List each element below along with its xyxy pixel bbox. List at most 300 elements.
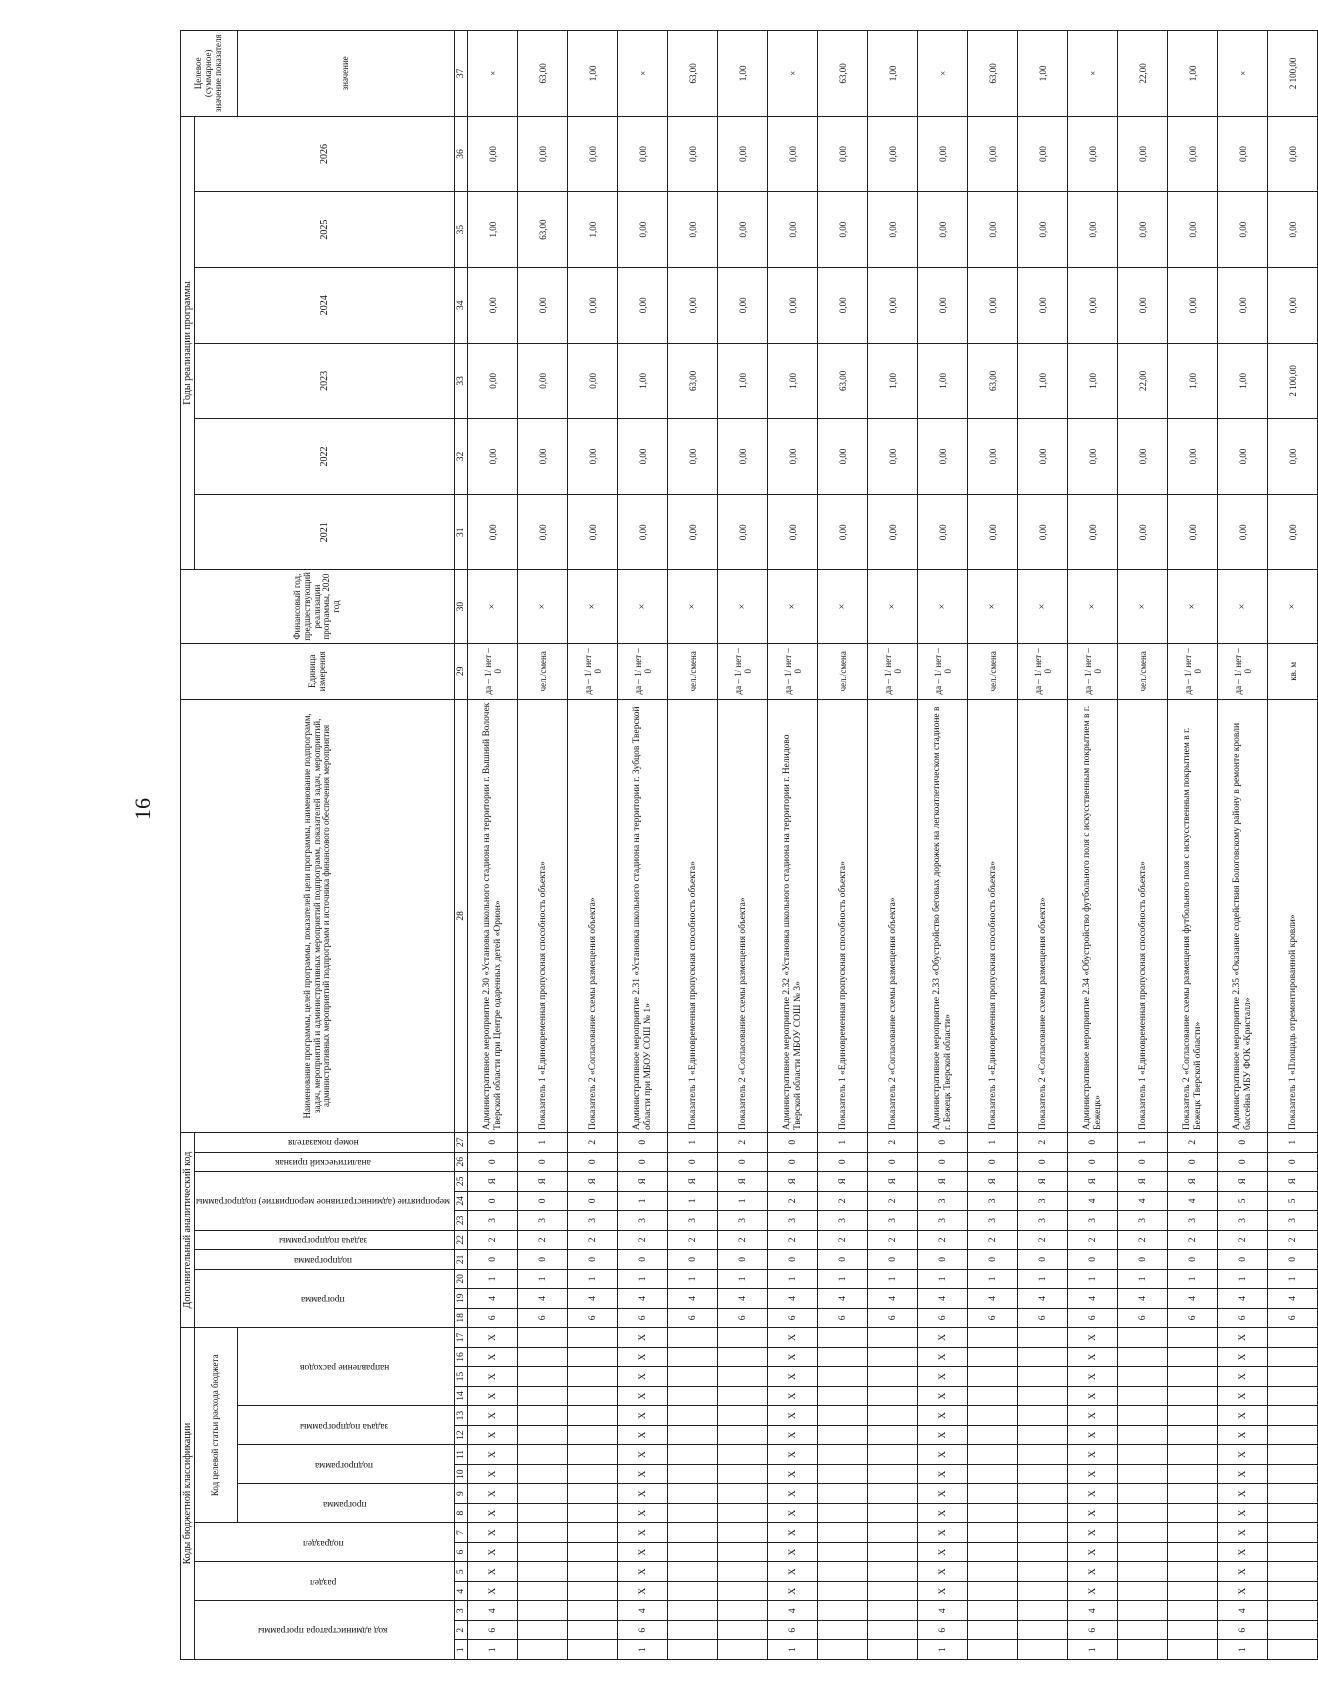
table-row	[518, 31, 568, 1660]
code-cell: 2	[768, 1230, 818, 1250]
code-cell	[1018, 1503, 1068, 1523]
code-cell: 3	[918, 1191, 968, 1211]
code-cell: 0	[718, 1250, 768, 1270]
code-cell: X	[918, 1542, 968, 1562]
code-cell: Я	[918, 1172, 968, 1192]
code-cell	[818, 1484, 868, 1504]
code-cell: X	[618, 1542, 668, 1562]
code-cell	[568, 1328, 618, 1348]
code-cell: 4	[1118, 1191, 1168, 1211]
code-cell	[718, 1542, 768, 1562]
code-cell: 0	[518, 1191, 568, 1211]
code-cell	[668, 1445, 718, 1465]
code-cell: 3	[818, 1211, 868, 1231]
analytic-code-header: Дополнительный аналитический код	[181, 1132, 195, 1327]
code-cell	[1268, 1581, 1318, 1601]
code-cell: X	[618, 1328, 668, 1348]
code-cell	[668, 1386, 718, 1406]
year-value: 0,00	[1168, 267, 1218, 343]
year-value: 0,00	[818, 267, 868, 343]
code-cell: 6	[918, 1620, 968, 1640]
code-cell	[868, 1581, 918, 1601]
code-cell	[568, 1640, 618, 1660]
code-cell: X	[618, 1523, 668, 1543]
year-header: 2023	[195, 343, 455, 419]
code-cell	[718, 1640, 768, 1660]
year-value: 1,00	[718, 343, 768, 419]
row-name: Административное мероприятие 2.33 «Обустройство беговых дорожек на легкоатлетическом стадионе в г. Бежецк Тверской области»	[918, 699, 968, 1132]
row-name: Показатель 2 «Согласование схемы размещения объекта»	[568, 699, 618, 1132]
a-programma-header	[195, 1269, 455, 1328]
code-cell	[518, 1386, 568, 1406]
code-cell: 2	[1018, 1132, 1068, 1152]
code-cell	[568, 1523, 618, 1543]
year-value: 0,00	[1218, 494, 1268, 570]
code-cell	[1268, 1347, 1318, 1367]
code-cell: 1	[768, 1269, 818, 1289]
code-cell: X	[618, 1386, 668, 1406]
code-cell: X	[1218, 1406, 1268, 1426]
year-header: 2024	[195, 267, 455, 343]
code-cell: 4	[918, 1601, 968, 1621]
row-unit: да – 1/ нет – 0	[1168, 643, 1218, 699]
code-cell: 0	[868, 1152, 918, 1172]
year-header: 2021	[195, 494, 455, 570]
code-cell	[1268, 1601, 1318, 1621]
code-cell: 1	[568, 1269, 618, 1289]
code-cell	[1018, 1406, 1068, 1426]
table-row	[618, 31, 668, 1660]
column-number: 23	[455, 1211, 468, 1231]
column-number: 24	[455, 1191, 468, 1211]
year-value: 0,00	[1168, 419, 1218, 495]
code-cell: 6	[668, 1308, 718, 1328]
year-value: 0,00	[1068, 494, 1118, 570]
row-unit: да – 1/ нет – 0	[1218, 643, 1268, 699]
value-header: значение	[237, 31, 454, 117]
year-value: 0,00	[768, 494, 818, 570]
code-cell: X	[468, 1445, 518, 1465]
code-cell: 4	[1118, 1289, 1168, 1309]
code-cell: Я	[518, 1172, 568, 1192]
code-cell: X	[918, 1425, 968, 1445]
year-value: 2 100,00	[1268, 343, 1318, 419]
column-number: 17	[455, 1328, 468, 1348]
code-cell	[968, 1445, 1018, 1465]
column-number: 8	[455, 1503, 468, 1523]
code-cell: Я	[1068, 1172, 1118, 1192]
code-cell	[1168, 1542, 1218, 1562]
year-value: 0,00	[618, 267, 668, 343]
year-value: 0,00	[768, 116, 818, 192]
year-value: 0,00	[1268, 192, 1318, 268]
table-row	[568, 31, 618, 1660]
code-cell: 6	[1018, 1308, 1068, 1328]
code-cell: 4	[1218, 1289, 1268, 1309]
code-cell: 6	[1218, 1620, 1268, 1640]
unit-header: Единица измерения	[181, 643, 455, 699]
code-cell: 2	[1118, 1230, 1168, 1250]
code-cell: 0	[968, 1152, 1018, 1172]
code-cell: 6	[868, 1308, 918, 1328]
code-cell: X	[918, 1347, 968, 1367]
code-cell: X	[618, 1581, 668, 1601]
column-number: 14	[455, 1386, 468, 1406]
table-row	[1218, 31, 1268, 1660]
code-cell	[1168, 1386, 1218, 1406]
code-cell	[518, 1406, 568, 1426]
code-cell	[1118, 1464, 1168, 1484]
code-cell: 2	[468, 1230, 518, 1250]
code-cell: 3	[1018, 1191, 1068, 1211]
column-number: 32	[455, 419, 468, 495]
year-value: 1,00	[1168, 343, 1218, 419]
code-cell: Я	[768, 1172, 818, 1192]
column-number: 5	[455, 1562, 468, 1582]
code-cell	[568, 1425, 618, 1445]
row-unit: чел./смена	[818, 643, 868, 699]
row-fin-year: ×	[1118, 570, 1168, 643]
row-unit: да – 1/ нет – 0	[868, 643, 918, 699]
year-value: 0,00	[1018, 419, 1068, 495]
code-cell: 6	[1268, 1308, 1318, 1328]
code-cell	[818, 1581, 868, 1601]
code-cell	[818, 1542, 868, 1562]
code-cell: 1	[618, 1269, 668, 1289]
year-value: 0,00	[1068, 267, 1118, 343]
code-cell	[1118, 1386, 1168, 1406]
code-cell: X	[918, 1581, 968, 1601]
code-cell: 0	[1068, 1250, 1118, 1270]
row-fin-year: ×	[1068, 570, 1118, 643]
code-cell: Я	[1018, 1172, 1068, 1192]
column-number: 35	[455, 192, 468, 268]
year-value: 0,00	[868, 267, 918, 343]
code-cell	[518, 1328, 568, 1348]
code-cell: 2	[718, 1230, 768, 1250]
row-fin-year: ×	[818, 570, 868, 643]
code-cell: 0	[1218, 1152, 1268, 1172]
target-value: 22,00	[1118, 31, 1168, 117]
code-cell: 0	[1118, 1152, 1168, 1172]
code-cell	[568, 1562, 618, 1582]
code-cell: X	[1218, 1484, 1268, 1504]
code-cell: X	[1068, 1347, 1118, 1367]
code-cell	[1268, 1523, 1318, 1543]
table-row	[868, 31, 918, 1660]
code-cell: Я	[968, 1172, 1018, 1192]
code-cell: 3	[918, 1211, 968, 1231]
code-cell	[1118, 1425, 1168, 1445]
a-podprogramma-label: подпрограмма	[294, 1254, 353, 1265]
code-cell: Я	[868, 1172, 918, 1192]
year-value: 0,00	[1218, 419, 1268, 495]
target-value: 1,00	[1168, 31, 1218, 117]
code-cell: 3	[1018, 1211, 1068, 1231]
code-cell: 4	[518, 1289, 568, 1309]
code-cell: 1	[668, 1191, 718, 1211]
code-cell: 4	[618, 1601, 668, 1621]
target-value: 63,00	[668, 31, 718, 117]
code-cell: X	[468, 1347, 518, 1367]
code-cell	[968, 1620, 1018, 1640]
code-cell: 0	[1268, 1250, 1318, 1270]
code-cell	[818, 1503, 868, 1523]
code-cell	[868, 1328, 918, 1348]
code-cell	[668, 1503, 718, 1523]
code-cell	[668, 1464, 718, 1484]
code-cell	[718, 1503, 768, 1523]
code-cell: X	[1068, 1445, 1118, 1465]
code-cell: 6	[968, 1308, 1018, 1328]
table-row	[1268, 31, 1318, 1660]
year-value: 0,00	[718, 494, 768, 570]
row-fin-year: ×	[468, 570, 518, 643]
year-header: 2022	[195, 419, 455, 495]
row-fin-year: ×	[518, 570, 568, 643]
year-value: 0,00	[568, 343, 618, 419]
code-cell	[518, 1581, 568, 1601]
code-cell: 1	[1268, 1132, 1318, 1152]
code-cell	[818, 1347, 868, 1367]
year-value: 1,00	[768, 343, 818, 419]
target-value: ×	[468, 31, 518, 117]
code-cell	[668, 1406, 718, 1426]
code-cell: 3	[1118, 1211, 1168, 1231]
code-cell: 0	[918, 1250, 968, 1270]
code-cell	[1018, 1464, 1068, 1484]
code-cell: X	[918, 1367, 968, 1387]
code-cell	[1268, 1620, 1318, 1640]
code-cell	[818, 1562, 868, 1582]
code-cell	[1118, 1367, 1168, 1387]
code-cell: 1	[518, 1269, 568, 1289]
code-cell	[1268, 1542, 1318, 1562]
code-cell	[1268, 1406, 1318, 1426]
code-cell: X	[618, 1406, 668, 1426]
code-cell	[718, 1367, 768, 1387]
code-cell: Я	[568, 1172, 618, 1192]
code-cell: X	[1068, 1581, 1118, 1601]
code-cell: 2	[1018, 1230, 1068, 1250]
code-cell: 1	[918, 1269, 968, 1289]
table-row	[918, 31, 968, 1660]
year-value: 0,00	[818, 494, 868, 570]
year-value: 0,00	[1018, 494, 1068, 570]
code-cell	[868, 1425, 918, 1445]
code-cell: 1	[918, 1640, 968, 1660]
code-cell	[518, 1620, 568, 1640]
year-value: 0,00	[668, 267, 718, 343]
year-value: 0,00	[518, 267, 568, 343]
code-cell: 0	[1168, 1250, 1218, 1270]
year-value: 0,00	[968, 267, 1018, 343]
code-cell	[568, 1503, 618, 1523]
code-cell	[668, 1484, 718, 1504]
code-cell	[1118, 1445, 1168, 1465]
podrazdel-header	[195, 1523, 455, 1562]
code-cell: 4	[918, 1289, 968, 1309]
code-cell: 4	[1068, 1289, 1118, 1309]
row-name: Показатель 1 «Единовременная пропускная способность объекта»	[818, 699, 868, 1132]
year-value: 0,00	[618, 192, 668, 268]
code-cell: X	[1068, 1484, 1118, 1504]
code-cell: 4	[668, 1289, 718, 1309]
target-value: ×	[768, 31, 818, 117]
code-cell: 4	[1068, 1191, 1118, 1211]
code-cell	[868, 1562, 918, 1582]
code-cell: 2	[868, 1230, 918, 1250]
code-cell: 3	[768, 1211, 818, 1231]
column-number: 21	[455, 1250, 468, 1270]
code-cell: X	[1068, 1367, 1118, 1387]
year-value: 1,00	[618, 343, 668, 419]
code-cell: X	[768, 1503, 818, 1523]
code-cell: X	[468, 1523, 518, 1543]
a-nomer-header	[195, 1132, 455, 1152]
year-value: 0,00	[1218, 116, 1268, 192]
table-row	[968, 31, 1018, 1660]
code-cell	[968, 1601, 1018, 1621]
code-cell: 3	[668, 1211, 718, 1231]
code-cell	[668, 1581, 718, 1601]
target-value: ×	[618, 31, 668, 117]
code-cell	[1118, 1581, 1168, 1601]
code-cell: X	[1218, 1523, 1268, 1543]
column-number: 33	[455, 343, 468, 419]
code-cell	[1168, 1406, 1218, 1426]
code-cell: Я	[468, 1172, 518, 1192]
code-cell: X	[918, 1386, 968, 1406]
code-cell: 1	[1168, 1269, 1218, 1289]
row-name: Показатель 2 «Согласование схемы размещения объекта»	[868, 699, 918, 1132]
code-cell	[568, 1464, 618, 1484]
code-cell: 0	[768, 1250, 818, 1270]
year-value: 0,00	[768, 419, 818, 495]
code-cell	[668, 1347, 718, 1367]
code-cell: X	[618, 1445, 668, 1465]
code-cell: 3	[1168, 1211, 1218, 1231]
year-value: 0,00	[868, 494, 918, 570]
code-cell: X	[918, 1503, 968, 1523]
year-value: 0,00	[718, 267, 768, 343]
code-cell: 6	[1118, 1308, 1168, 1328]
table-row	[468, 31, 518, 1660]
code-cell: 0	[468, 1250, 518, 1270]
code-cell: X	[768, 1445, 818, 1465]
code-cell: 3	[1268, 1211, 1318, 1231]
code-cell: 0	[1018, 1152, 1068, 1172]
code-cell	[1018, 1484, 1068, 1504]
code-cell: X	[768, 1425, 818, 1445]
code-cell: Я	[1118, 1172, 1168, 1192]
code-cell: Я	[1168, 1172, 1218, 1192]
table-row	[1118, 31, 1168, 1660]
code-cell	[1118, 1523, 1168, 1543]
code-cell: 0	[618, 1250, 668, 1270]
target-value: 63,00	[518, 31, 568, 117]
code-cell: X	[1218, 1445, 1268, 1465]
code-cell	[568, 1620, 618, 1640]
table-row	[1168, 31, 1218, 1660]
year-value: 0,00	[1218, 192, 1268, 268]
year-value: 0,00	[818, 192, 868, 268]
year-header: 2026	[195, 116, 455, 192]
year-value: 1,00	[1068, 343, 1118, 419]
code-cell: X	[1218, 1328, 1268, 1348]
year-value: 0,00	[968, 419, 1018, 495]
code-cell	[1268, 1386, 1318, 1406]
column-number: 2	[455, 1620, 468, 1640]
code-cell: 0	[668, 1250, 718, 1270]
code-cell: X	[1218, 1581, 1268, 1601]
page-number: 16	[130, 798, 155, 820]
code-cell: 1	[1118, 1269, 1168, 1289]
row-name: Административное мероприятие 2.30 «Установка школьного стадиона на территории г. Вышний Волочек Тверской области при Центре одаренных детей «Орион»	[468, 699, 518, 1132]
year-value: 0,00	[1168, 116, 1218, 192]
code-cell	[1168, 1464, 1218, 1484]
code-cell: 0	[618, 1132, 668, 1152]
code-cell: X	[768, 1367, 818, 1387]
year-value: 0,00	[468, 343, 518, 419]
code-cell: 0	[518, 1250, 568, 1270]
year-value: 0,00	[768, 267, 818, 343]
code-cell	[1018, 1562, 1068, 1582]
year-value: 0,00	[1268, 419, 1318, 495]
code-cell: X	[768, 1347, 818, 1367]
table-row	[668, 31, 718, 1660]
target-value: 1,00	[868, 31, 918, 117]
year-value: 0,00	[968, 192, 1018, 268]
code-cell: 4	[868, 1289, 918, 1309]
code-cell: 6	[1218, 1308, 1268, 1328]
row-unit: чел./смена	[668, 643, 718, 699]
target-header: Целевое (суммарное) значение показателя	[181, 31, 238, 117]
year-value: 0,00	[1118, 116, 1168, 192]
code-cell	[568, 1542, 618, 1562]
code-cell: 0	[818, 1152, 868, 1172]
code-cell	[1118, 1562, 1168, 1582]
row-name: Показатель 1 «Единовременная пропускная способность объекта»	[968, 699, 1018, 1132]
code-cell: X	[918, 1406, 968, 1426]
years-header: Годы реализации программы	[181, 116, 195, 570]
code-cell: 1	[468, 1269, 518, 1289]
column-number: 16	[455, 1347, 468, 1367]
code-cell: 1	[968, 1269, 1018, 1289]
code-cell: 1	[818, 1132, 868, 1152]
year-value: 0,00	[618, 116, 668, 192]
code-cell: 5	[1268, 1191, 1318, 1211]
code-cell: 0	[1068, 1152, 1118, 1172]
code-cell	[518, 1347, 568, 1367]
code-cell: 4	[618, 1289, 668, 1309]
column-number: 6	[455, 1542, 468, 1562]
code-cell: X	[618, 1347, 668, 1367]
fin-year-header: Финансовый год, предшествующий реализации программы, 2020 год	[181, 570, 455, 643]
year-value: 63,00	[668, 343, 718, 419]
code-cell	[868, 1503, 918, 1523]
code-cell: X	[468, 1503, 518, 1523]
code-cell: X	[618, 1464, 668, 1484]
year-value: 0,00	[1118, 192, 1168, 268]
code-cell: X	[468, 1484, 518, 1504]
code-cell: Я	[668, 1172, 718, 1192]
code-cell: X	[1218, 1347, 1268, 1367]
code-cell: 1	[968, 1132, 1018, 1152]
code-cell	[1268, 1562, 1318, 1582]
row-unit: да – 1/ нет – 0	[568, 643, 618, 699]
code-cell: Я	[718, 1172, 768, 1192]
